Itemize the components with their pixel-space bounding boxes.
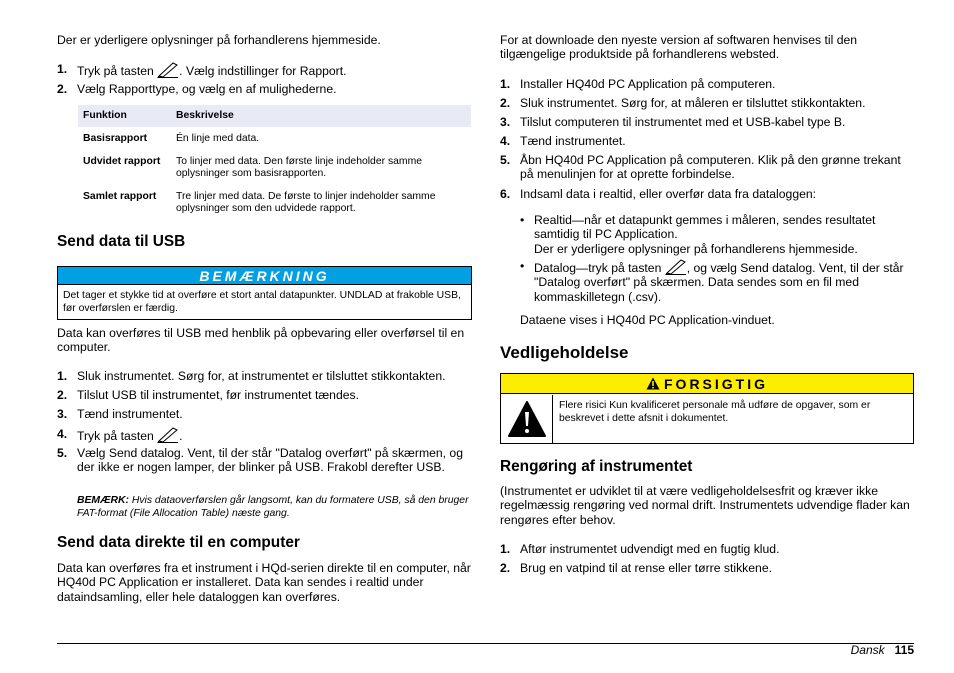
step-number: 3. (57, 407, 68, 421)
bullet-text: Realtid—når et datapunkt gemmes i måleren, sendes resultatet samtidig til PC Application. (534, 213, 876, 242)
footer-divider (57, 643, 914, 644)
usb-intro-text: Data kan overføres til USB med henblik på opbevaring eller overførsel til en computer. (57, 326, 465, 355)
step-number: 4. (500, 134, 511, 148)
caution-title (501, 374, 913, 394)
cleaning-step-2 (500, 561, 914, 575)
column-header-function: Funktion (78, 105, 171, 127)
footnote-text: Hvis dataoverførslen går langsomt, kan du formatere USB, så den bruger FAT-format (File Allocation Table) næste gang. (77, 495, 469, 520)
bullet-dot: • (520, 259, 525, 273)
bullet-realtime (520, 213, 914, 256)
step-number: 1. (500, 542, 511, 556)
step-text-pre: Tryk på tasten (77, 64, 154, 78)
pc-intro-text: Data kan overføres fra et instrument i HQd-serien direkte til en computer, når HQ40d PC Application er installeret. Data kan sendes i realtid under dataindsamling, eller hele dataloggen kan overføres. (57, 561, 471, 604)
step-number: 2. (57, 82, 68, 96)
table-cell-function: Samlet rapport (83, 190, 157, 202)
step-number: 6. (500, 187, 511, 201)
bullet-text-post: , og vælg Send datalog. Vent, til der står "Datalog overført" på skærmen. Data sendes som en fil med kommaskilletegn (.csv). (534, 261, 904, 304)
step-number: 1. (57, 62, 68, 76)
bullet-datalog (520, 259, 914, 304)
usb-step-3 (57, 407, 472, 421)
heading-maintenance: Vedligeholdelse (500, 343, 629, 362)
heading-cleaning: Rengøring af instrumentet (500, 458, 693, 475)
software-intro-text: For at downloade den nyeste version af softwaren henvises til den tilgængelige produktside på forhandlerens websted. (500, 33, 858, 62)
bullet-extra-text: Der er yderligere oplysninger på forhandlerens hjemmeside. (534, 241, 858, 256)
table-row (78, 150, 471, 185)
step-text: Indsaml data i realtid, eller overfør data fra dataloggen: (520, 187, 817, 201)
cleaning-step-1 (500, 542, 914, 556)
usb-step-4 (57, 427, 472, 443)
footnote-label: BEMÆRK: (77, 495, 129, 506)
usb-step-1 (57, 369, 472, 383)
notice-box (57, 266, 472, 320)
pc-step-2 (500, 96, 914, 110)
intro-text: Der er yderligere oplysninger på forhandlerens hjemmeside. (57, 33, 381, 47)
warning-small-icon (646, 377, 660, 390)
step-number: 5. (57, 446, 68, 460)
step-number: 2. (500, 561, 511, 575)
step-text: Aftør instrumentet udvendigt med en fugtig klud. (520, 542, 780, 556)
footer-language: Dansk (850, 643, 885, 657)
usb-step-2 (57, 388, 472, 402)
table-cell-description: Én linje med data. (176, 133, 260, 144)
pc-step-5 (500, 153, 914, 182)
caution-icon-cell (501, 395, 553, 443)
result-text: Dataene vises i HQ40d PC Application-vinduet. (520, 313, 775, 327)
step-text: Installer HQ40d PC Application på computeren. (520, 77, 776, 91)
pencil-key-icon (665, 259, 687, 275)
step-text: Tilslut computeren til instrumentet med et USB-kabel type B. (520, 115, 846, 129)
step-text: Sluk instrumentet. Sørg for, at instrumentet er tilsluttet stikkontakten. (77, 369, 446, 383)
step-number: 2. (500, 96, 511, 110)
warning-triangle-icon (507, 400, 547, 438)
step-text: Vælg Send datalog. Vent, til der står "Datalog overført" på skærmen, og der ikke er nogen lamper, der blinker på USB. Frakobl derefter USB. (77, 446, 463, 475)
report-step-1 (57, 62, 472, 78)
step-number: 1. (57, 369, 68, 383)
step-text: Brug en vatpind til at rense eller tørre stikkene. (520, 561, 772, 575)
pencil-key-icon (157, 427, 179, 443)
report-step-2 (57, 82, 472, 96)
table-row (78, 127, 471, 150)
pencil-key-icon (157, 62, 179, 78)
report-type-table (78, 105, 471, 220)
pc-step-6 (500, 187, 914, 201)
step-number: 1. (500, 77, 511, 91)
step-text-post: . (179, 429, 183, 443)
usb-footnote (77, 494, 470, 521)
heading-send-usb: Send data til USB (57, 233, 186, 250)
pc-step-3 (500, 115, 914, 129)
table-header-row (78, 105, 471, 127)
table-cell-function: Udvidet rapport (83, 155, 161, 167)
cleaning-intro-text: (Instrumentet er udviklet til at være vedligeholdelsesfrit og kræver ikke regelmæssig rengøring ved normal drift. Instrumentets udvendige flader kan rengøres efter behov. (500, 484, 910, 527)
step-text: Åbn HQ40d PC Application på computeren. Klik på den grønne trekant på menulinjen for at oprette forbindelse. (520, 153, 901, 182)
page-number: 115 (894, 643, 914, 657)
step-text: Vælg Rapporttype, og vælg en af mulighederne. (77, 82, 337, 96)
table-cell-description: Tre linjer med data. De første to linjer indeholder samme oplysninger som den udvidede rapport. (176, 190, 436, 215)
step-text-post: . Vælg indstillinger for Rapport. (179, 64, 347, 78)
caution-title-text: FORSIGTIG (664, 376, 768, 392)
heading-send-computer: Send data direkte til en computer (57, 534, 300, 551)
step-text: Tænd instrumentet. (520, 134, 626, 148)
step-text: Tænd instrumentet. (77, 407, 183, 421)
table-cell-function: Basisrapport (83, 133, 148, 144)
notice-title: BEMÆRKNING (58, 267, 471, 285)
step-number: 4. (57, 427, 68, 441)
step-number: 2. (57, 388, 68, 402)
caution-box (500, 373, 914, 444)
caution-text: Flere risici Kun kvalificeret personale må udføre de opgaver, som er beskrevet i dette afsnit i dokumentet. (559, 400, 871, 424)
page-footer (851, 643, 914, 657)
step-text: Sluk instrumentet. Sørg for, at måleren er tilsluttet stikkontakten. (520, 96, 866, 110)
step-number: 3. (500, 115, 511, 129)
notice-text: Det tager et stykke tid at overføre et stort antal datapunkter. UNDLAD at frakoble USB, før overførslen er færdig. (63, 290, 461, 314)
table-cell-description: To linjer med data. Den første linje indeholder samme oplysninger som basisrapporten. (176, 155, 423, 180)
step-text-pre: Tryk på tasten (77, 429, 154, 443)
step-text: Tilslut USB til instrumentet, før instrumentet tændes. (77, 388, 359, 402)
pc-step-4 (500, 134, 914, 148)
column-header-description: Beskrivelse (171, 105, 471, 127)
bullet-dot: • (520, 213, 525, 227)
pc-step-1 (500, 77, 914, 91)
step-number: 5. (500, 153, 511, 167)
bullet-text-pre: Datalog—tryk på tasten (534, 261, 662, 275)
usb-step-5 (57, 446, 472, 475)
table-row (78, 185, 471, 220)
